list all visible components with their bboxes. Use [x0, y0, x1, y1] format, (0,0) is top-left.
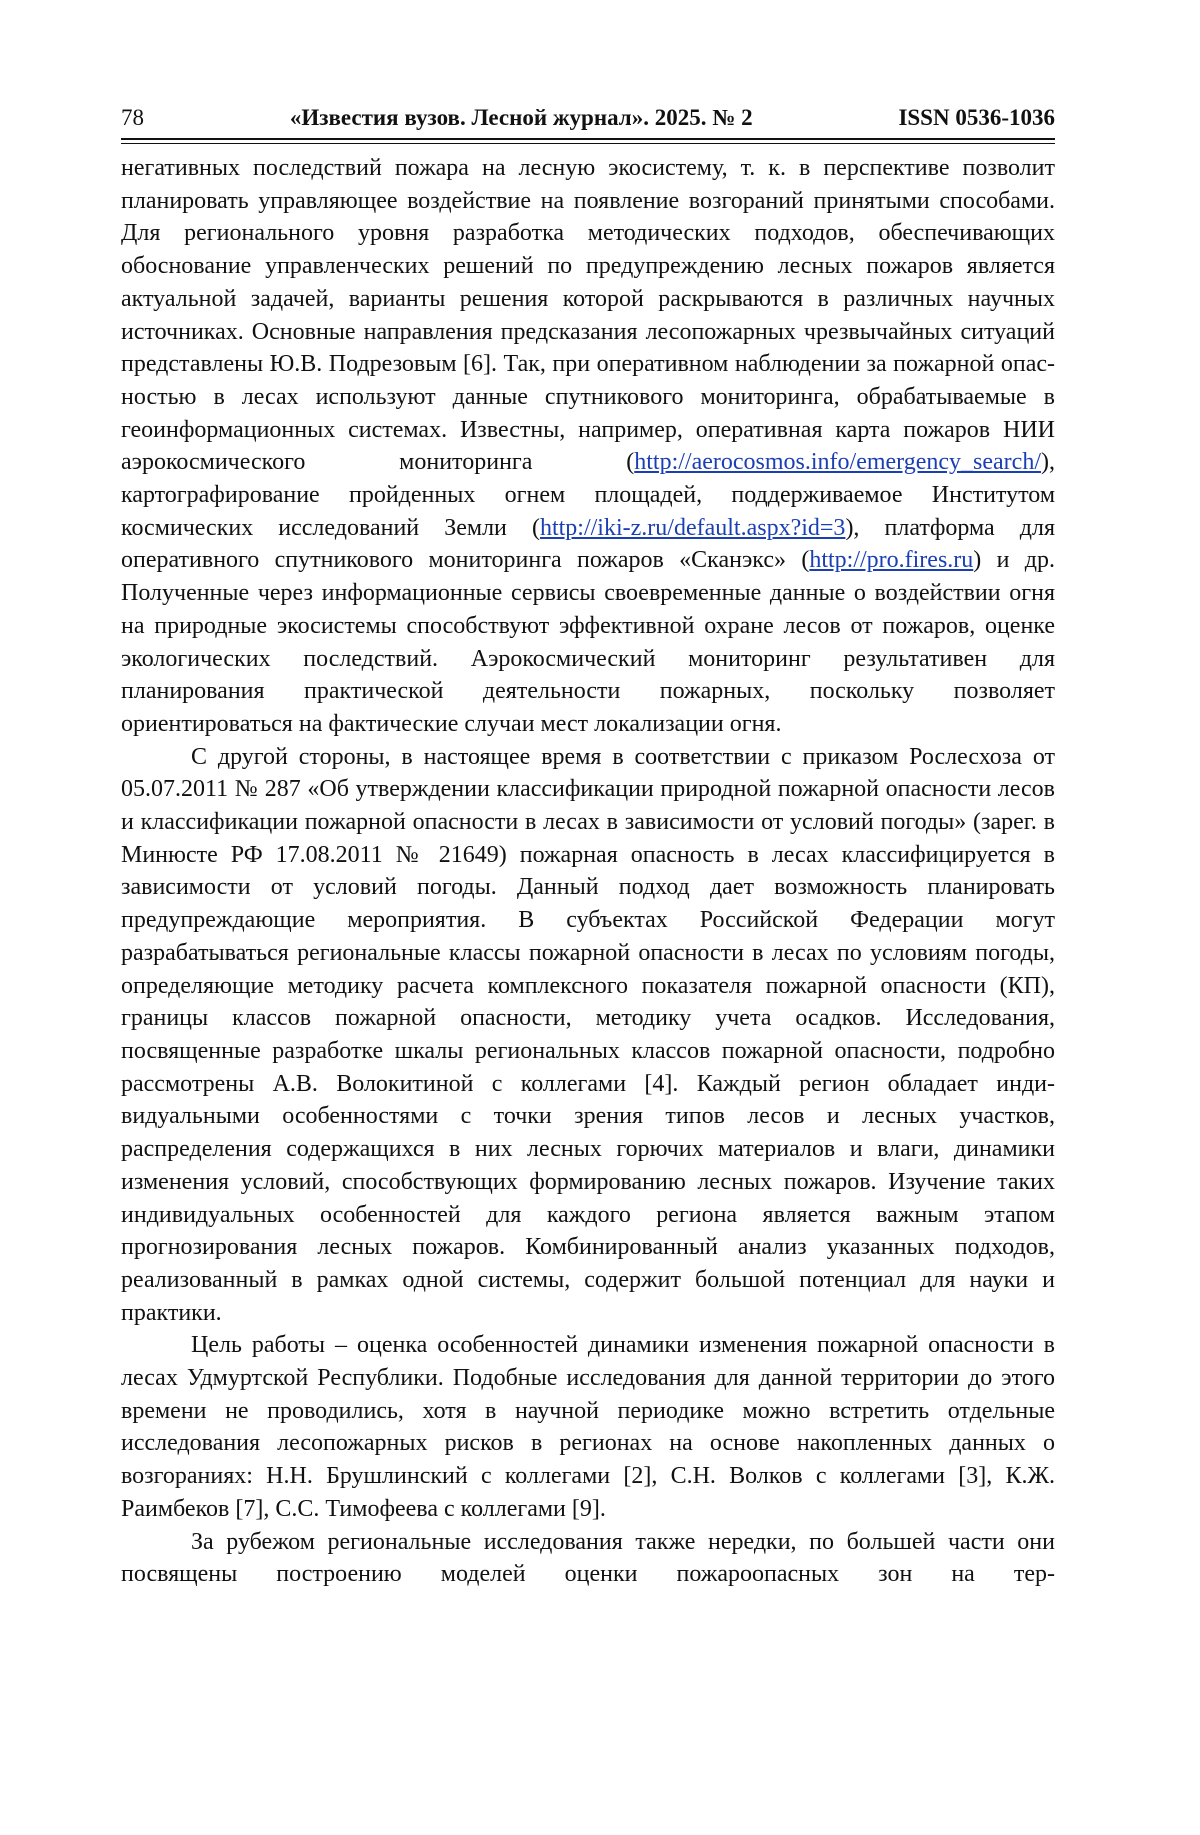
- paragraph-1-text-b: ), картографирование пройденных огнем площадей, поддерживаемое Институтом космических исследований Земли (: [121, 449, 1055, 540]
- journal-page: [121, 104, 1055, 1591]
- paragraph-4: За рубежом региональные исследования также нередки, по большей ча­сти они посвящены построению моделей оценки пожароопасных зон на тер-: [121, 1526, 1055, 1591]
- paragraph-2: С другой стороны, в настоящее время в соответствии с приказом Рослес­хоза от 05.07.2011 № 287 «Об утверждении классификации природной пожар­ной опасности лесов и классификации пожарной опасности в лесах в зависи­мости от условий погоды» (зарег. в Минюсте РФ 17.08.2011 № 21649) пожарная опасность в лесах классифицируется в зависимости от условий погоды. Дан­ный подход дает возможность планировать предупреждающие мероприятия. В субъектах Российской Федерации могут разрабатываться региональные клас­сы пожарной опасности в лесах по условиям погоды, определяющие методику расчета комплексного показателя пожарной опасности (КП), границы классов пожарной опасности, методику учета осадков. Исследования, посвященные разработке шкалы региональных классов пожарной опасности, подробно рас­смотрены А.В. Волокитиной с коллегами [4]. Каждый регион обладает инди­видуальными особенностями с точки зрения типов лесов и лесных участков, распределения содержащихся в них лесных горючих материалов и влаги, ди­намики изменения условий, способствующих формированию лесных пожаров. Изучение таких индивидуальных особенностей для каждого региона является важным этапом прогнозирования лесных пожаров. Комбинированный анализ указанных подходов, реализованный в рамках одной системы, содержит боль­шой потенциал для науки и практики.: [121, 741, 1055, 1330]
- journal-title: «Известия вузов. Лесной журнал». 2025. № 2: [290, 104, 753, 132]
- paragraph-1: [121, 152, 1055, 741]
- iki-z-link[interactable]: http://iki-z.ru/default.aspx?id=3: [540, 515, 845, 541]
- issn: ISSN 0536-1036: [898, 104, 1055, 132]
- aerocosmos-link[interactable]: http://aerocosmos.info/emergen­cy_search/: [634, 449, 1041, 475]
- running-header: [121, 104, 1055, 140]
- paragraph-1-text-a: негативных последствий пожара на лесную экосистему, т. к. в перспективе позволит планировать управляющее воздействие на появление возгораний принятыми способами. Для регионального уровня разработка методических подходов, обеспечивающих обоснование управленческих решений по преду­преждению лесных пожаров является актуальной задачей, варианты решения которой раскрываются в различных научных источниках. Основные направ­ления предсказания лесопожарных чрезвычайных ситуаций представлены Ю.В. Подрезовым [6]. Так, при оперативном наблюдении за пожарной опас­ностью в лесах используют данные спутникового мониторинга, обрабатывае­мые в геоинформационных системах. Известны, например, оперативная карта пожаров НИИ аэрокосмического мониторинга (: [121, 155, 1055, 475]
- pro-fires-link[interactable]: http://pro.fires.ru: [809, 547, 973, 573]
- paragraph-1-text-c: ), платформа для оперативного спутникового мониторинга пожаров «Сканэкс» (: [121, 515, 1055, 574]
- page-number: 78: [121, 104, 144, 132]
- article-body: [121, 152, 1055, 1591]
- paragraph-3: Цель работы – оценка особенностей динамики изменения пожарной опасности в лесах Удмуртской Республики. Подобные исследования для дан­ной территории до этого времени не проводились, хотя в научной периодике можно встретить отдельные исследования лесопожарных рисков в регионах на основе накопленных данных о возгораниях: Н.Н. Брушлинский с колле­гами [2], С.Н. Волков с коллегами [3], К.Ж. Раимбеков [7], С.С. Тимофеева с коллегами [9].: [121, 1329, 1055, 1525]
- paragraph-1-text-d: ) и др. Полученные через информационные сервисы своевре­менные данные о воздействии огня на природные экосистемы способствуют эффективной охране лесов от пожаров, оценке экологических последствий. Аэрокосмический мониторинг результативен для планирования практической деятельности пожарных, поскольку позволяет ориентироваться на фактические случаи мест локализации огня.: [121, 547, 1055, 737]
- header-rule: [121, 143, 1055, 144]
